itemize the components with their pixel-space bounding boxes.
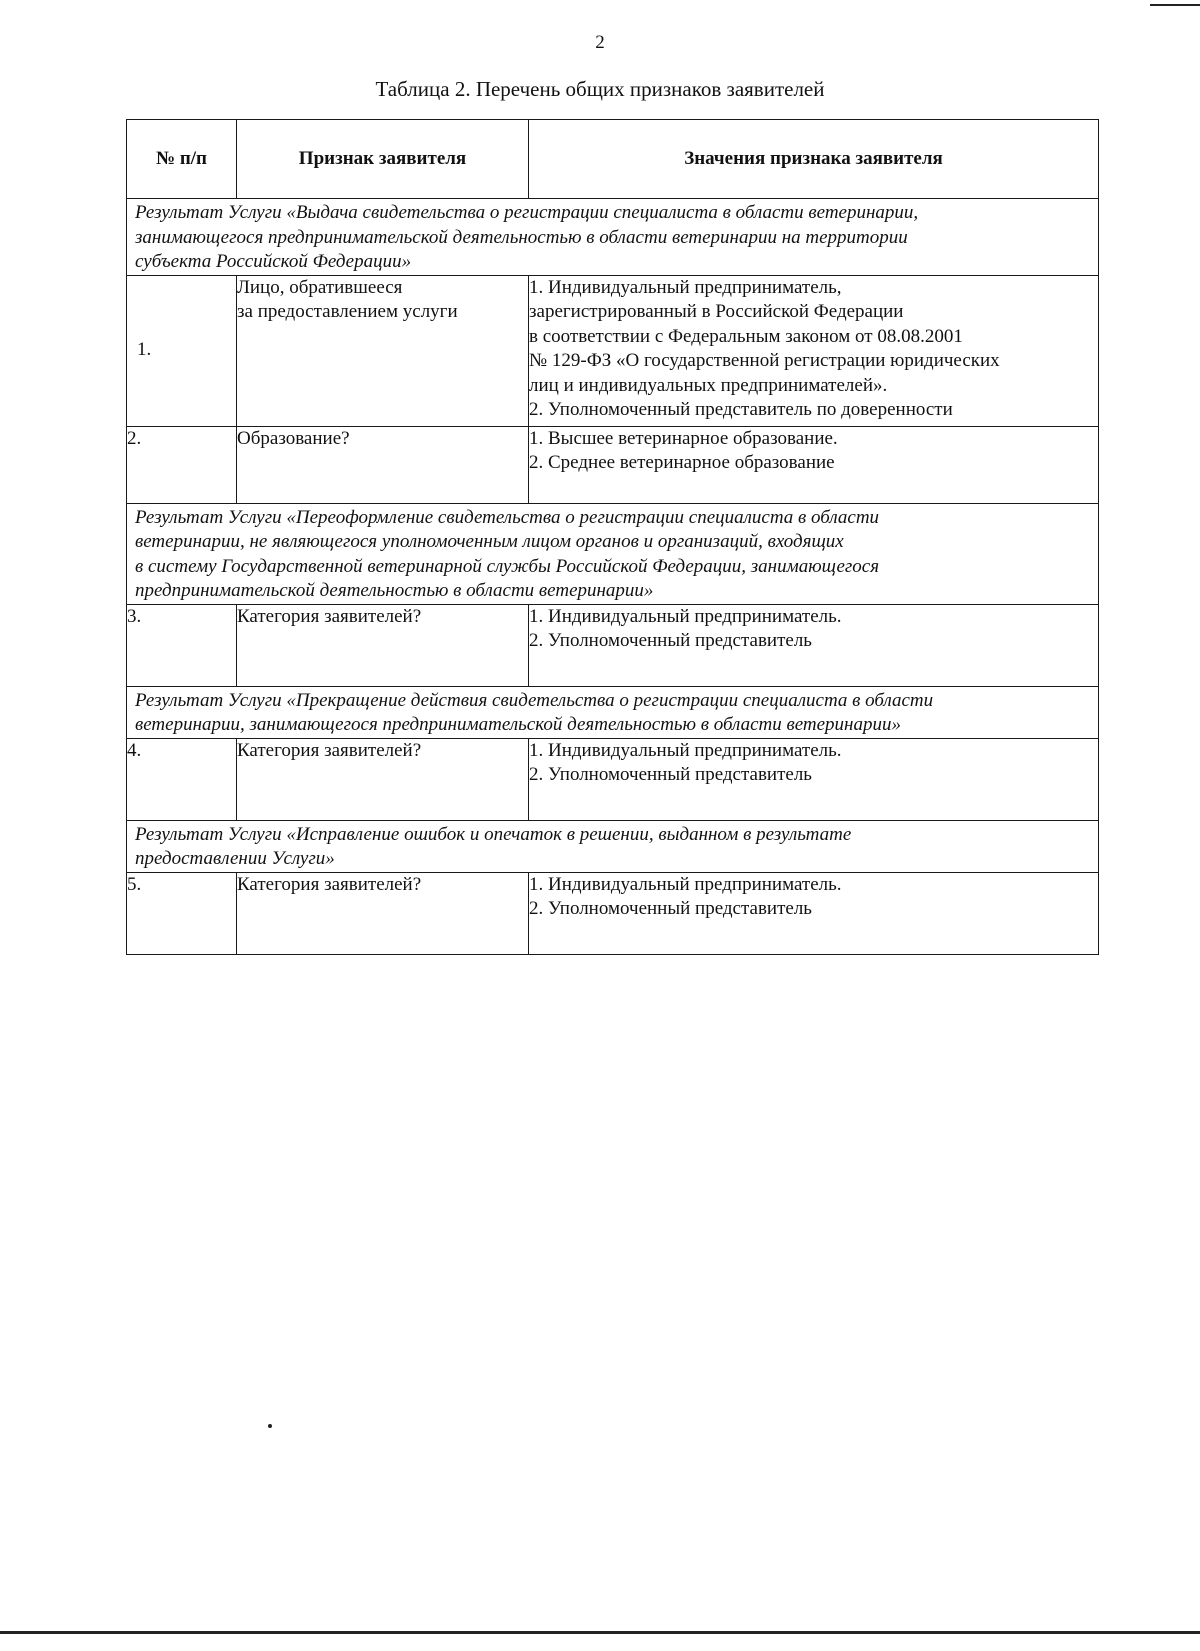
value-line: 2. Уполномоченный представитель (529, 630, 812, 651)
scan-dot (268, 1424, 272, 1428)
table-row (127, 872, 1099, 954)
section-title-line: Результат Услуги «Исправление ошибок и опечаток в решении, выданном в результате (135, 823, 852, 845)
section-row (127, 199, 1099, 276)
row-values (529, 604, 1099, 686)
section-title-line: предпринимательской деятельностью в области ветеринарии» (135, 580, 654, 601)
section-title (127, 686, 1099, 738)
table-row (127, 426, 1099, 503)
value-line: 2. Уполномоченный представитель (529, 764, 812, 785)
section-row (127, 503, 1099, 604)
row-number: 3. (127, 604, 237, 686)
section-title (127, 199, 1099, 276)
row-number: 4. (127, 738, 237, 820)
feature-line: за предоставлением услуги (237, 301, 458, 322)
section-title-line: ветеринарии, занимающегося предпринимательской деятельностью в области ветеринарии» (135, 714, 901, 735)
table-row (127, 604, 1099, 686)
header-values: Значения признака заявителя (529, 120, 1099, 199)
feature-line: Категория заявителей? (237, 873, 422, 895)
feature-line: Образование? (237, 427, 350, 449)
row-feature (237, 872, 529, 954)
section-title (127, 820, 1099, 872)
value-line: зарегистрированный в Российской Федерации (529, 301, 904, 322)
row-values (529, 738, 1099, 820)
section-title-line: Результат Услуги «Выдача свидетельства о регистрации специалиста в области ветеринарии, (135, 202, 919, 223)
table-header-row (127, 120, 1099, 199)
section-title-line: предоставлении Услуги» (135, 848, 335, 869)
section-title-line: ветеринарии, не являющегося уполномоченным лицом органов и организаций, входящих (135, 531, 844, 552)
row-feature (237, 738, 529, 820)
row-feature (237, 275, 529, 426)
section-title (127, 503, 1099, 604)
value-line: 1. Индивидуальный предприниматель, (529, 276, 842, 298)
bottom-rule (0, 1631, 1200, 1634)
value-line: № 129-ФЗ «О государственной регистрации юридических (529, 350, 1000, 371)
value-line: 2. Уполномоченный представитель (529, 898, 812, 919)
section-title-line: Результат Услуги «Прекращение действия свидетельства о регистрации специалиста в области (135, 689, 934, 711)
feature-line: Категория заявителей? (237, 739, 422, 761)
value-line: 2. Уполномоченный представитель по доверенности (529, 399, 953, 420)
feature-line: Лицо, обратившееся (237, 276, 403, 298)
section-title-line: в систему Государственной ветеринарной службы Российской Федерации, занимающегося (135, 555, 880, 577)
row-values (529, 426, 1099, 503)
section-title-line: занимающегося предпринимательской деятельностью в области ветеринарии на территории (135, 226, 908, 248)
table-row (127, 275, 1099, 426)
row-number: 1. (127, 275, 237, 426)
row-number: 2. (127, 426, 237, 503)
feature-line: Категория заявителей? (237, 605, 422, 627)
value-line: в соответствии с Федеральным законом от 08.08.2001 (529, 325, 963, 347)
row-values (529, 275, 1099, 426)
row-number: 5. (127, 872, 237, 954)
table-title: Таблица 2. Перечень общих признаков заявителей (375, 77, 825, 101)
applicant-features-table (126, 119, 1099, 955)
scan-corner-mark (1150, 4, 1200, 6)
row-feature (237, 426, 529, 503)
section-title-line: Результат Услуги «Переоформление свидетельства о регистрации специалиста в области (135, 506, 880, 528)
header-feature: Признак заявителя (237, 120, 529, 199)
page-number: 2 (595, 32, 605, 53)
value-line: 1. Высшее ветеринарное образование. (529, 427, 838, 449)
section-title-line: субъекта Российской Федерации» (135, 251, 412, 272)
value-line: 1. Индивидуальный предприниматель. (529, 605, 842, 627)
section-row (127, 686, 1099, 738)
row-feature (237, 604, 529, 686)
value-line: 2. Среднее ветеринарное образование (529, 452, 835, 473)
value-line: лиц и индивидуальных предпринимателей». (529, 374, 888, 396)
table-row (127, 738, 1099, 820)
value-line: 1. Индивидуальный предприниматель. (529, 739, 842, 761)
header-number: № п/п (127, 120, 237, 199)
row-values (529, 872, 1099, 954)
value-line: 1. Индивидуальный предприниматель. (529, 873, 842, 895)
section-row (127, 820, 1099, 872)
